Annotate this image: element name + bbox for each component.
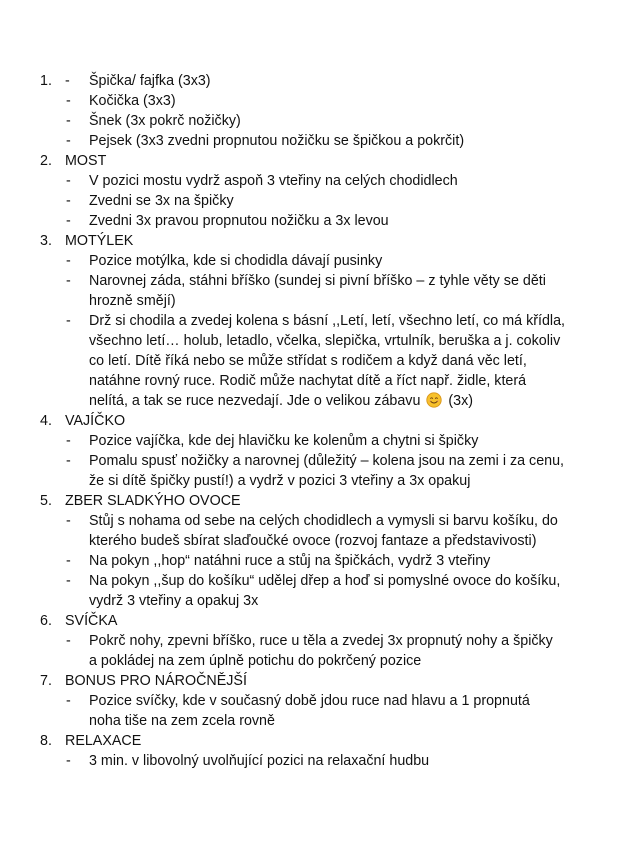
bullet-text: vydrž 3 vteřiny a opakuj 3x: [89, 593, 259, 609]
list-item: [0, 571, 641, 591]
section-number: 6.: [40, 613, 52, 629]
bullet-text: Kočička (3x3): [89, 93, 176, 109]
bullet-text: kterého budeš sbírat slaďoučké ovoce (rozvoj fantaze a představivosti): [89, 533, 537, 549]
section-title: MOST: [65, 153, 107, 169]
section-number: 1.: [40, 73, 52, 89]
bullet-dash: -: [66, 453, 71, 469]
bullet-text: Pokrč nohy, zpevni bříško, ruce u těla a zvedej 3x propnutý nohy a špičky: [89, 633, 553, 649]
list-item-continuation: [0, 351, 641, 371]
bullet-dash: -: [66, 513, 71, 529]
bullet-text: noha tiše na zem zcela rovně: [89, 713, 275, 729]
bullet-text: Zvedni 3x pravou propnutou nožičku a 3x levou: [89, 213, 389, 229]
list-item: [0, 311, 641, 331]
list-item: [0, 631, 641, 651]
section-title: -: [65, 73, 70, 89]
section-number: 5.: [40, 493, 52, 509]
list-item-continuation: [0, 371, 641, 391]
bullet-text: Stůj s nohama od sebe na celých chodidlech a vymysli si barvu košíku, do: [89, 513, 558, 529]
section-3-header: [0, 231, 641, 251]
list-item-continuation: [0, 471, 641, 491]
bullet-dash: -: [66, 253, 71, 269]
bullet-dash: -: [66, 173, 71, 189]
section-number: 2.: [40, 153, 52, 169]
list-item: [0, 111, 641, 131]
bullet-text: Drž si chodila a zvedej kolena s básní ,,Letí, letí, všechno letí, co má křídla,: [89, 313, 565, 329]
bullet-text: Pozice vajíčka, kde dej hlavičku ke kolenům a chytni si špičky: [89, 433, 479, 449]
bullet-text: všechno letí… holub, letadlo, včelka, slepička, vrtulník, beruška a j. cokoliv: [89, 333, 561, 349]
bullet-text: Narovnej záda, stáhni bříško (sundej si pivní bříško – z tyhle věty se děti: [89, 273, 546, 289]
list-item-continuation: [0, 591, 641, 611]
list-item: [0, 691, 641, 711]
bullet-text: Na pokyn ,,šup do košíku“ udělej dřep a hoď si pomyslné ovoce do košíku,: [89, 573, 561, 589]
section-number: 4.: [40, 413, 52, 429]
bullet-dash: -: [66, 693, 71, 709]
bullet-text: že si dítě špičky pustí!) a vydrž v pozici 3 vteřiny a 3x opakuj: [89, 473, 471, 489]
section-6-header: [0, 611, 641, 631]
list-item: [0, 251, 641, 271]
list-item-continuation: [0, 291, 641, 311]
bullet-text-with-emoji: [89, 391, 473, 411]
section-number: 7.: [40, 673, 52, 689]
bullet-dash: -: [66, 433, 71, 449]
bullet-dash: -: [66, 193, 71, 209]
section-title: MOTÝLEK: [65, 233, 134, 249]
bullet-text: nelítá, a tak se ruce nezvedají. Jde o velikou zábavu: [89, 393, 421, 409]
bullet-text: Šnek (3x pokrč nožičky): [89, 113, 241, 129]
section-title: RELAXACE: [65, 733, 142, 749]
bullet-text: Špička/ fajfka (3x3): [89, 73, 211, 89]
bullet-dash: -: [66, 93, 71, 109]
section-title: VAJÍČKO: [65, 413, 126, 429]
section-5-header: [0, 491, 641, 511]
bullet-dash: -: [66, 753, 71, 769]
bullet-dash: -: [66, 133, 71, 149]
section-title: SVÍČKA: [65, 613, 118, 629]
bullet-text: Pomalu spusť nožičky a narovnej (důležitý – kolena jsou na zemi i za cenu,: [89, 453, 565, 469]
section-1-header: [0, 71, 641, 91]
list-item: [0, 551, 641, 571]
bullet-dash: -: [66, 313, 71, 329]
bullet-text: co letí. Dítě říká nebo se může střídat s rodičem a když daná věc letí,: [89, 353, 527, 369]
list-item-continuation: [0, 331, 641, 351]
list-item: [0, 451, 641, 471]
bullet-text: Zvedni se 3x na špičky: [89, 193, 234, 209]
list-item: [0, 171, 641, 191]
section-2-header: [0, 151, 641, 171]
bullet-text: V pozici mostu vydrž aspoň 3 vteřiny na celých chodidlech: [89, 173, 458, 189]
list-item: [0, 191, 641, 211]
bullet-dash: -: [66, 553, 71, 569]
document: [0, 71, 641, 771]
section-7-header: [0, 671, 641, 691]
bullet-dash: -: [66, 213, 71, 229]
list-item: [0, 91, 641, 111]
list-item-continuation: [0, 651, 641, 671]
bullet-text: a pokládej na zem úplně potichu do pokrčený pozice: [89, 653, 422, 669]
section-number: 3.: [40, 233, 52, 249]
list-item: [0, 751, 641, 771]
bullet-text: Pozice motýlka, kde si chodidla dávají pusinky: [89, 253, 383, 269]
list-item: [0, 511, 641, 531]
section-4-header: [0, 411, 641, 431]
section-number: 8.: [40, 733, 52, 749]
list-item: [0, 431, 641, 451]
bullet-text: Pozice svíčky, kde v současný době jdou ruce nad hlavu a 1 propnutá: [89, 693, 530, 709]
section-title: BONUS PRO NÁROČNĚJŠÍ: [65, 673, 247, 689]
section-8-header: [0, 731, 641, 751]
bullet-dash: -: [66, 573, 71, 589]
repeat-count: (3x): [448, 393, 474, 409]
section-title: ZBER SLADKÝHO OVOCE: [65, 493, 241, 509]
list-item: [0, 211, 641, 231]
bullet-dash: -: [66, 113, 71, 129]
bullet-text: 3 min. v libovolný uvolňující pozici na relaxační hudbu: [89, 753, 430, 769]
bullet-text: Na pokyn ,,hop“ natáhni ruce a stůj na špičkách, vydrž 3 vteřiny: [89, 553, 491, 569]
list-item: [0, 271, 641, 291]
list-item-continuation: [0, 531, 641, 551]
bullet-dash: -: [66, 273, 71, 289]
bullet-dash: -: [66, 633, 71, 649]
smiling-face-icon: [426, 392, 442, 408]
bullet-text: hrozně smějí): [89, 293, 176, 309]
list-item-continuation: [0, 711, 641, 731]
list-item-continuation: [0, 391, 641, 411]
bullet-text: Pejsek (3x3 zvedni propnutou nožičku se špičkou a pokrčit): [89, 133, 465, 149]
bullet-text: natáhne rovný ruce. Rodič může nachytat dítě a říct např. židle, která: [89, 373, 527, 389]
list-item: [0, 131, 641, 151]
